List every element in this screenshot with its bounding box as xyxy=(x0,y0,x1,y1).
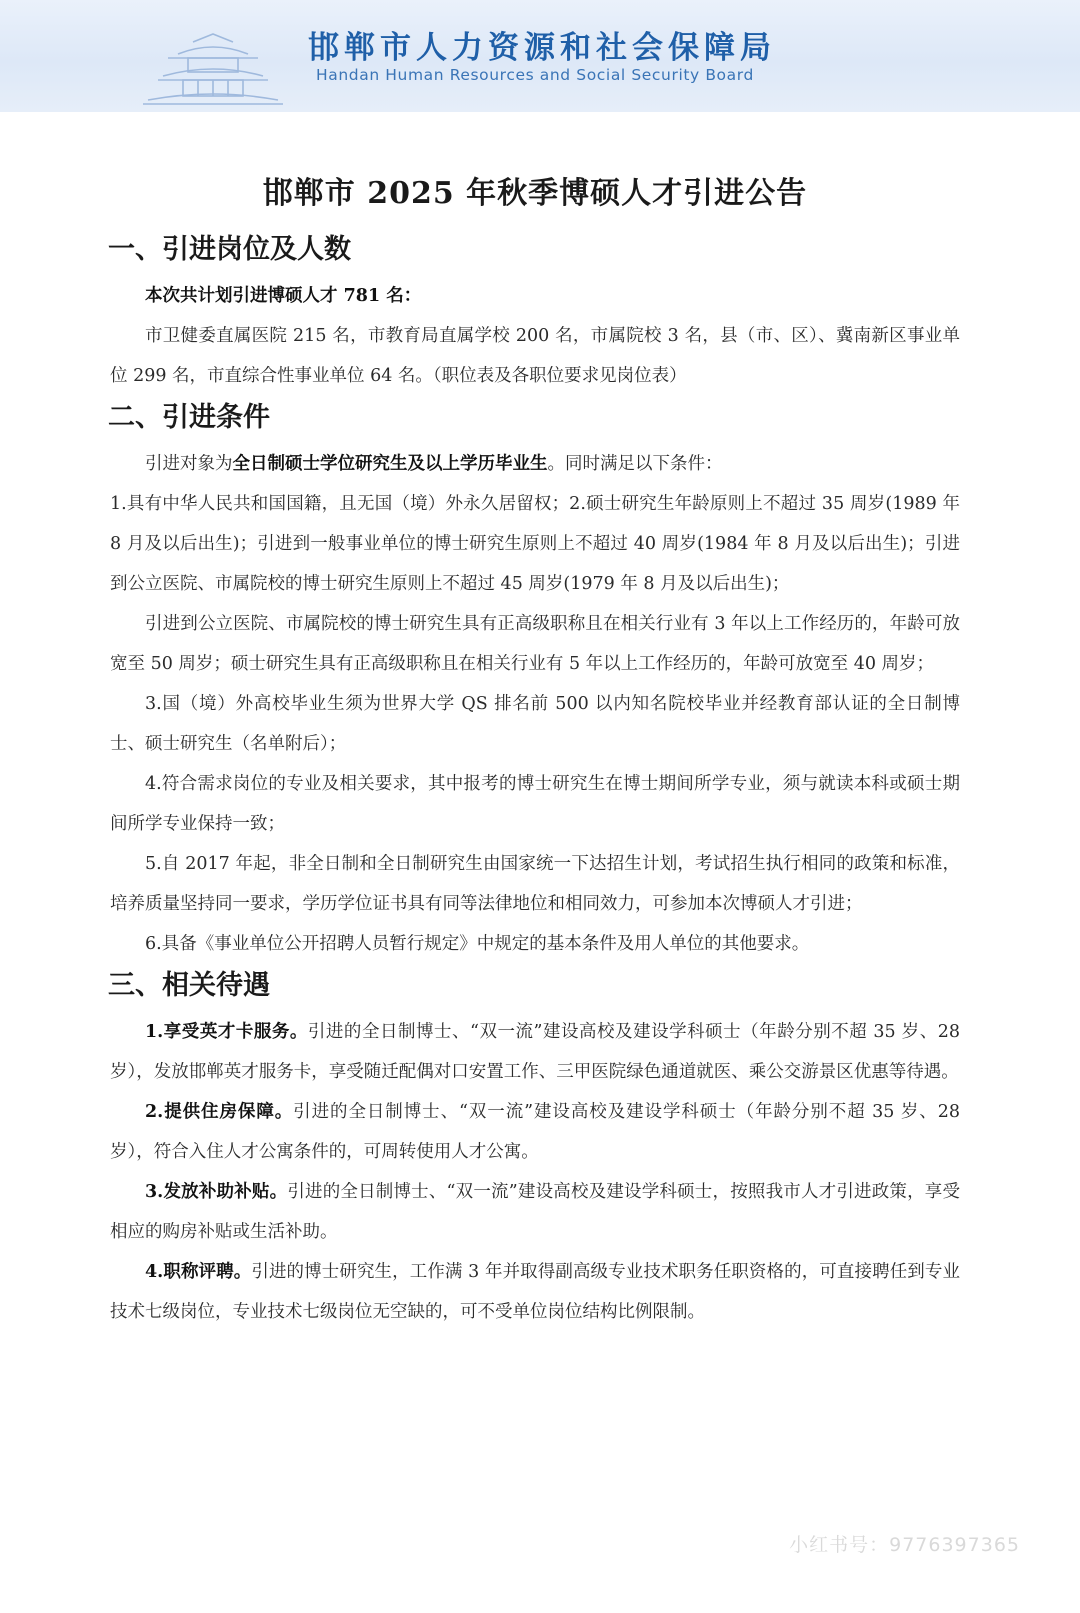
benefit-1-text: 引进的全日制博士、“双一流”建设高校及建设学科硕士（年龄分别不超 35 岁、28 岁），发放邯郸英才服务卡，享受随迁配偶对口安置工作、三甲医院绿色通道就医、乘公交游景区优惠等待遇。 xyxy=(110,1022,960,1082)
bureau-title-en: Handan Human Resources and Social Security Board xyxy=(316,66,754,84)
benefit-4-label: 4.职称评聘。 xyxy=(145,1262,252,1282)
section1-heading: 一、引进岗位及人数 xyxy=(108,234,351,265)
condition-item-1b: 引进到公立医院、市属院校的博士研究生具有正高级职称且在相关行业有 3 年以上工作经历的，年龄可放宽至 50 周岁；硕士研究生具有正高级职称且在相关行业有 5 年以上工作经历的，年龄可放宽至 40 周岁； xyxy=(110,614,960,674)
benefit-item-2 xyxy=(110,1092,960,1172)
section1-paragraph: 市卫健委直属医院 215 名，市教育局直属学校 200 名，市属院校 3 名，县（市、区）、冀南新区事业单位 299 名，市直综合性事业单位 64 名。（职位表及各职位要求见岗位表） xyxy=(110,326,960,386)
benefit-4-text: 引进的博士研究生，工作满 3 年并取得副高级专业技术职务任职资格的，可直接聘任到专业技术七级岗位，专业技术七级岗位无空缺的，可不受单位岗位结构比例限制。 xyxy=(110,1262,960,1322)
section3-heading: 三、相关待遇 xyxy=(108,970,270,1001)
pavilion-icon xyxy=(138,30,288,112)
benefit-item-1 xyxy=(110,1012,960,1092)
section2-intro-a: 引进对象为 xyxy=(145,454,233,474)
condition-item-3: 3.国（境）外高校毕业生须为世界大学 QS 排名前 500 以内知名院校毕业并经教育部认证的全日制博士、硕士研究生（名单附后）； xyxy=(110,694,960,754)
document-title: 邯郸市 2025 年秋季博硕人才引进公告 xyxy=(262,176,808,211)
header-banner xyxy=(0,0,1080,112)
benefit-2-label: 2.提供住房保障。 xyxy=(145,1102,294,1122)
benefit-item-4 xyxy=(110,1252,960,1332)
benefit-3-text: 引进的全日制博士、“双一流”建设高校及建设学科硕士，按照我市人才引进政策，享受相应的购房补贴或生活补助。 xyxy=(110,1182,960,1242)
benefit-3-label: 3.发放补助补贴。 xyxy=(145,1182,288,1202)
section2-heading: 二、引进条件 xyxy=(108,402,270,433)
bureau-title-cn: 邯郸市人力资源和社会保障局 xyxy=(308,30,776,66)
section2-intro-c: 。同时满足以下条件： xyxy=(547,454,723,474)
condition-item-1: 1.具有中华人民共和国国籍，且无国（境）外永久居留权；2.硕士研究生年龄原则上不超过 35 周岁(1989 年 8 月及以后出生)；引进到一般事业单位的博士研究生原则上不超过 40 周岁(1984 年 8 月及以后出生)；引进到公立医院、市属院校的博士研究生原则上不超过 45 周岁(1979 年 8 月及以后出生)； xyxy=(110,494,960,594)
benefit-item-3 xyxy=(110,1172,960,1252)
announcement-document xyxy=(110,168,960,1332)
condition-item-5: 5.自 2017 年起，非全日制和全日制研究生由国家统一下达招生计划，考试招生执行相同的政策和标准，培养质量坚持同一要求，学历学位证书具有同等法律地位和相同效力，可参加本次博硕人才引进； xyxy=(110,854,960,914)
benefit-1-label: 1.享受英才卡服务。 xyxy=(145,1022,308,1042)
condition-item-4: 4.符合需求岗位的专业及相关要求，其中报考的博士研究生在博士期间所学专业，须与就读本科或硕士期间所学专业保持一致； xyxy=(110,774,960,834)
section2-intro-emphasis: 全日制硕士学位研究生及以上学历毕业生 xyxy=(232,454,548,474)
benefit-2-text: 引进的全日制博士、“双一流”建设高校及建设学科硕士（年龄分别不超 35 岁、28 岁），符合入住人才公寓条件的，可周转使用人才公寓。 xyxy=(110,1102,960,1162)
xiaohongshu-watermark: 小红书号：9776397365 xyxy=(789,1534,1020,1556)
section2-intro xyxy=(110,444,960,484)
section1-lead: 本次共计划引进博硕人才 781 名： xyxy=(145,286,422,306)
condition-item-6: 6.具备《事业单位公开招聘人员暂行规定》中规定的基本条件及用人单位的其他要求。 xyxy=(145,934,810,954)
